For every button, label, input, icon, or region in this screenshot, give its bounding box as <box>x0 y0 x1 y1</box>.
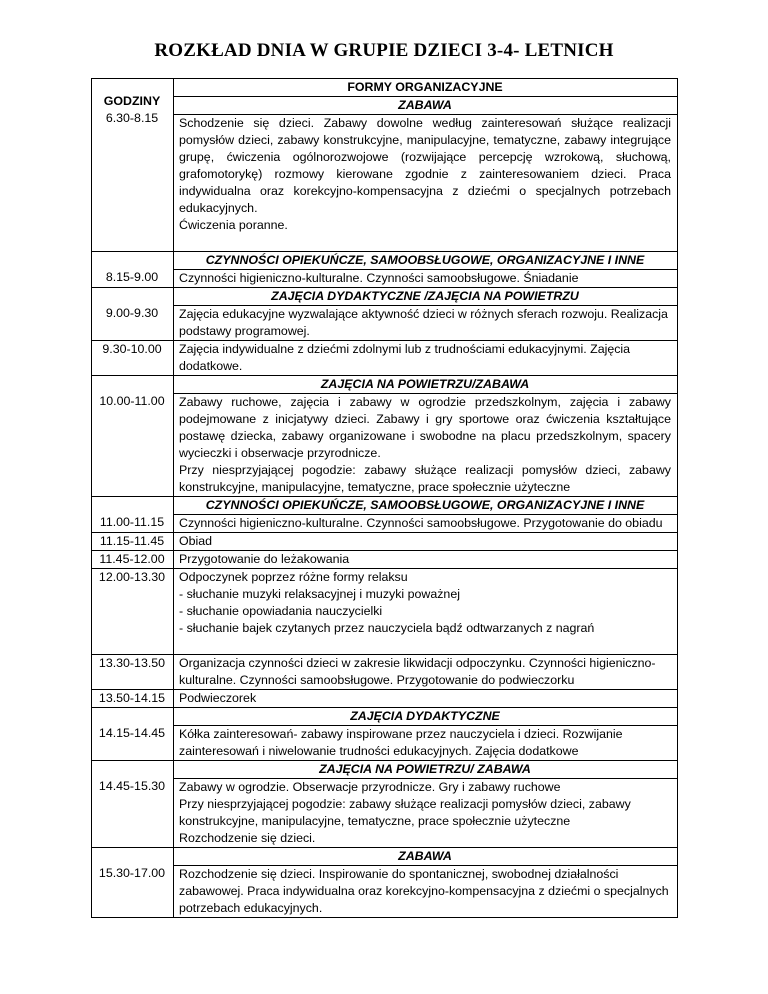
table-row <box>92 551 678 569</box>
activity-cell <box>174 866 678 918</box>
activity-text: Podwieczorek <box>179 691 257 705</box>
table-row <box>92 655 678 690</box>
activity-text: Obiad <box>179 534 213 548</box>
table-row <box>92 115 678 252</box>
section-heading: CZYNNOŚCI OPIEKUŃCZE, SAMOOBSŁUGOWE, ORGANIZACYJNE I INNE <box>174 497 678 515</box>
column-header-godziny: GODZINY <box>103 94 161 108</box>
time-label: 11.15-11.45 <box>99 534 165 548</box>
table-row <box>92 270 678 288</box>
time-cell <box>92 376 174 497</box>
activity-text: Przy niesprzyjającej pogodzie: zabawy służące realizacji pomysłów dzieci, zabawy konstrukcyjne, manipulacyjne, tematyczne, prace społecznie użyteczne <box>179 797 631 828</box>
activity-text: Zabawy ruchowe, zajęcia i zabawy w ogrodzie przedszkolnym, zajęcia i zabawy podejmowane z inicjatywy dzieci. Zabawy i gry sportowe oraz ćwiczenia kształtujące postawę dziecka, zabawy organizowane i swobodne na placu przedszkolnym, spacery wycieczki i obserwacje przyrodnicze. <box>179 395 671 460</box>
section-heading: ZAJĘCIA NA POWIETRZU/ ZABAWA <box>174 761 678 779</box>
activity-text: Czynności higieniczno-kulturalne. Czynności samoobsługowe. Przygotowanie do obiadu <box>179 516 663 530</box>
table-row <box>92 341 678 376</box>
table-row <box>92 306 678 341</box>
time-cell <box>92 497 174 533</box>
time-cell <box>92 341 174 376</box>
time-label: 11.00-11.15 <box>99 515 165 529</box>
table-row <box>92 288 678 306</box>
table-row <box>92 252 678 270</box>
activity-text: Przygotowanie do leżakowania <box>179 552 350 566</box>
table-row <box>92 376 678 394</box>
time-cell <box>92 288 174 341</box>
activity-text: Czynności higieniczno-kulturalne. Czynności samoobsługowe. Śniadanie <box>179 271 579 285</box>
time-label: 15.30-17.00 <box>98 866 166 880</box>
activity-text: Zabawy w ogrodzie. Obserwacje przyrodnicze. Gry i zabawy ruchowe <box>179 780 561 794</box>
activity-cell <box>174 690 678 708</box>
activity-text: - słuchanie muzyki relaksacyjnej i muzyki poważnej <box>179 587 460 601</box>
time-cell <box>92 848 174 918</box>
time-cell <box>92 569 174 655</box>
activity-cell <box>174 115 678 252</box>
section-heading: ZABAWA <box>174 848 678 866</box>
table-row <box>92 394 678 497</box>
table-row <box>92 761 678 779</box>
section-heading: ZABAWA <box>174 97 678 115</box>
time-cell <box>92 79 174 252</box>
column-header-formy: FORMY ORGANIZACYJNE <box>174 79 678 97</box>
time-label: 13.30-13.50 <box>98 656 166 670</box>
table-row <box>92 97 678 115</box>
time-cell <box>92 252 174 288</box>
activity-text: - słuchanie bajek czytanych przez nauczyciela bądź odtwarzanych z nagrań <box>179 621 595 635</box>
activity-text: Rozchodzenie się dzieci. <box>179 831 316 845</box>
table-row <box>92 866 678 918</box>
time-label: 11.45-12.00 <box>99 552 165 566</box>
section-heading: ZAJĘCIA DYDAKTYCZNE /ZAJĘCIA NA POWIETRZU <box>174 288 678 306</box>
activity-cell <box>174 726 678 761</box>
table-row <box>92 515 678 533</box>
activity-text: Rozchodzenie się dzieci. Inspirowanie do spontanicznej, swobodnej działalności zabawowej. Praca indywidualna oraz korekcyjno-kompensacyjna z dziećmi o specjalnych potrzebach edukacyjnych. <box>179 867 669 915</box>
time-cell <box>92 708 174 761</box>
time-cell <box>92 533 174 551</box>
time-cell <box>92 761 174 848</box>
activity-text: Przy niesprzyjającej pogodzie: zabawy służące realizacji pomysłów dzieci, zabawy konstrukcyjne, manipulacyjne, tematyczne, prace społecznie użyteczne <box>179 463 671 494</box>
activity-cell <box>174 341 678 376</box>
time-label: 13.50-14.15 <box>98 691 166 705</box>
activity-text: Zajęcia indywidualne z dziećmi zdolnymi lub z trudnościami edukacyjnymi. Zajęcia dodatkowe. <box>179 342 631 373</box>
table-row <box>92 708 678 726</box>
time-label: 6.30-8.15 <box>105 111 159 125</box>
time-label: 9.00-9.30 <box>105 306 159 320</box>
time-label: 12.00-13.30 <box>98 570 166 584</box>
time-cell <box>92 655 174 690</box>
time-label: 14.15-14.45 <box>98 726 166 740</box>
time-cell <box>92 690 174 708</box>
table-row <box>92 569 678 655</box>
time-cell <box>92 551 174 569</box>
table-row <box>92 779 678 848</box>
section-heading: ZAJĘCIA DYDAKTYCZNE <box>174 708 678 726</box>
section-heading: CZYNNOŚCI OPIEKUŃCZE, SAMOOBSŁUGOWE, ORGANIZACYJNE I INNE <box>174 252 678 270</box>
activity-text: - słuchanie opowiadania nauczycielki <box>179 604 383 618</box>
activity-cell <box>174 394 678 497</box>
activity-cell <box>174 551 678 569</box>
activity-cell <box>174 779 678 848</box>
activity-cell <box>174 515 678 533</box>
activity-cell <box>174 655 678 690</box>
time-label: 9.30-10.00 <box>102 342 162 356</box>
table-row <box>92 726 678 761</box>
activity-text: Schodzenie się dzieci. Zabawy dowolne według zainteresowań służące realizacji pomysłów dzieci, zabawy konstrukcyjne, manipulacyjne, tematyczne, zabawy integrujące grupę, ćwiczenia ogólnorozwojowe (rozwijające percepcję wzrokową, słuchową, grafomotorykę) rozmowy kierowane zgodnie z zainteresowaniem dzieci. Praca indywidualna oraz korekcyjno-kompensacyjna z dziećmi o specjalnych potrzebach edukacyjnych. <box>179 116 671 215</box>
table-row <box>92 848 678 866</box>
activity-cell <box>174 533 678 551</box>
table-row <box>92 690 678 708</box>
time-label: 10.00-11.00 <box>99 394 165 408</box>
activity-cell <box>174 270 678 288</box>
section-heading: ZAJĘCIA NA POWIETRZU/ZABAWA <box>174 376 678 394</box>
activity-cell <box>174 306 678 341</box>
activity-text: Zajęcia edukacyjne wyzwalające aktywność dzieci w różnych sferach rozwoju. Realizacja podstawy programowej. <box>179 307 668 338</box>
table-row <box>92 497 678 515</box>
activity-text: Ćwiczenia poranne. <box>179 218 288 232</box>
activity-text: Kółka zainteresowań- zabawy inspirowane przez nauczyciela i dzieci. Rozwijanie zainteresowań i niwelowanie trudności edukacyjnych. Zajęcia dodatkowe <box>179 727 623 758</box>
time-label: 8.15-9.00 <box>105 270 159 284</box>
time-label: 14.45-15.30 <box>98 779 166 793</box>
table-row <box>92 79 678 97</box>
page-title: ROZKŁAD DNIA W GRUPIE DZIECI 3-4- LETNICH <box>154 40 614 61</box>
schedule-table <box>91 78 678 918</box>
activity-cell <box>174 569 678 655</box>
activity-text: Organizacja czynności dzieci w zakresie likwidacji odpoczynku. Czynności higieniczno-kulturalne. Czynności samoobsługowe. Przygotowanie do podwieczorku <box>179 656 656 687</box>
activity-text: Odpoczynek poprzez różne formy relaksu <box>179 570 408 584</box>
table-row <box>92 533 678 551</box>
